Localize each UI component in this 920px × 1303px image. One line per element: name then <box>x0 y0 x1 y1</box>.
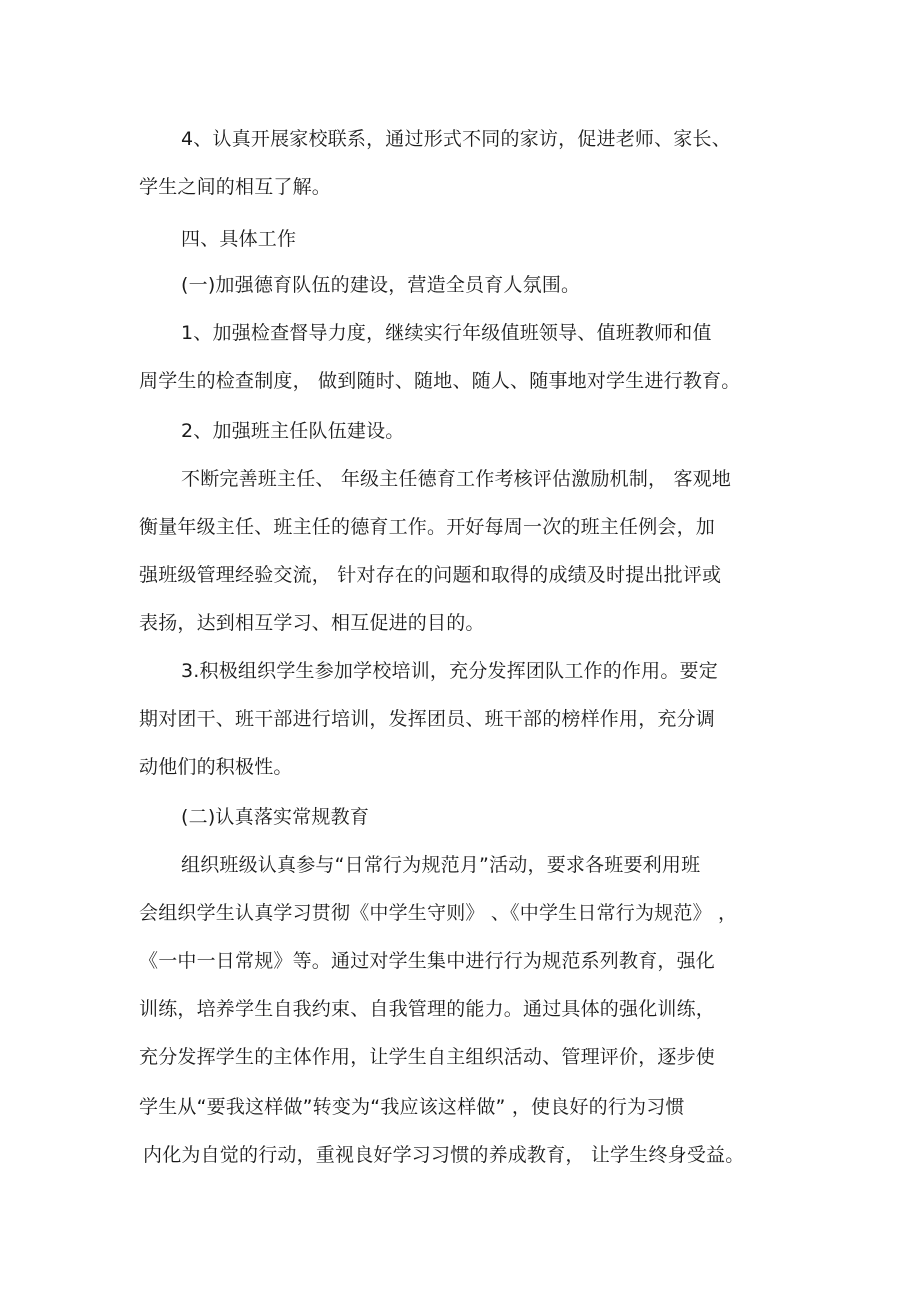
text-line: 衡量年级主任、班主任的德育工作。开好每周一次的班主任例会，加 <box>139 516 716 538</box>
text-line: 充分发挥学生的主体作用，让学生自主组织活动、管理评价，逐步使 <box>139 1046 716 1068</box>
text-line: 组织班级认真参与“日常行为规范月”活动，要求各班要利用班 <box>181 854 701 876</box>
text-line: 学生之间的相互了解。 <box>139 176 332 198</box>
subsection-heading: (一)加强德育队伍的建设，营造全员育人氛围。 <box>181 274 581 296</box>
text-line: 3.积极组织学生参加学校培训，充分发挥团队工作的作用。要定 <box>181 660 718 682</box>
text-line: 训练，培养学生自我约束、自我管理的能力。通过具体的强化训练， <box>139 998 716 1020</box>
text-line: 不断完善班主任、 年级主任德育工作考核评估激励机制， 客观地 <box>181 468 732 490</box>
text-line: 2、加强班主任队伍建设。 <box>181 420 405 442</box>
text-line: 4、认真开展家校联系，通过形式不同的家访，促进老师、家长、 <box>181 128 731 150</box>
text-line: 表扬，达到相互学习、相互促进的目的。 <box>139 612 485 634</box>
text-line: 期对团干、班干部进行培训，发挥团员、班干部的榜样作用，充分调 <box>139 708 716 730</box>
text-line: 周学生的检查制度， 做到随时、随地、随人、随事地对学生进行教育。 <box>139 370 741 392</box>
subsection-heading: (二)认真落实常规教育 <box>181 806 370 828</box>
text-line: 强班级管理经验交流， 针对存在的问题和取得的成绩及时提出批评或 <box>139 564 722 586</box>
text-line: 动他们的积极性。 <box>139 756 293 778</box>
text-line: 1、加强检查督导力度，继续实行年级值班领导、值班教师和值 <box>181 322 712 344</box>
text-line: 学生从“要我这样做”转变为“我应该这样做” ，使良好的行为习惯 <box>139 1096 685 1118</box>
section-heading: 四、具体工作 <box>181 228 297 250</box>
text-line: 《一中一日常规》等。通过对学生集中进行行为规范系列教育，强化 <box>139 950 716 972</box>
text-line: 内化为自觉的行动，重视良好学习习惯的养成教育， 让学生终身受益。 <box>143 1144 745 1166</box>
text-line: 会组织学生认真学习贯彻《中学生守则》 、《中学生日常行为规范》 ， <box>139 902 738 924</box>
